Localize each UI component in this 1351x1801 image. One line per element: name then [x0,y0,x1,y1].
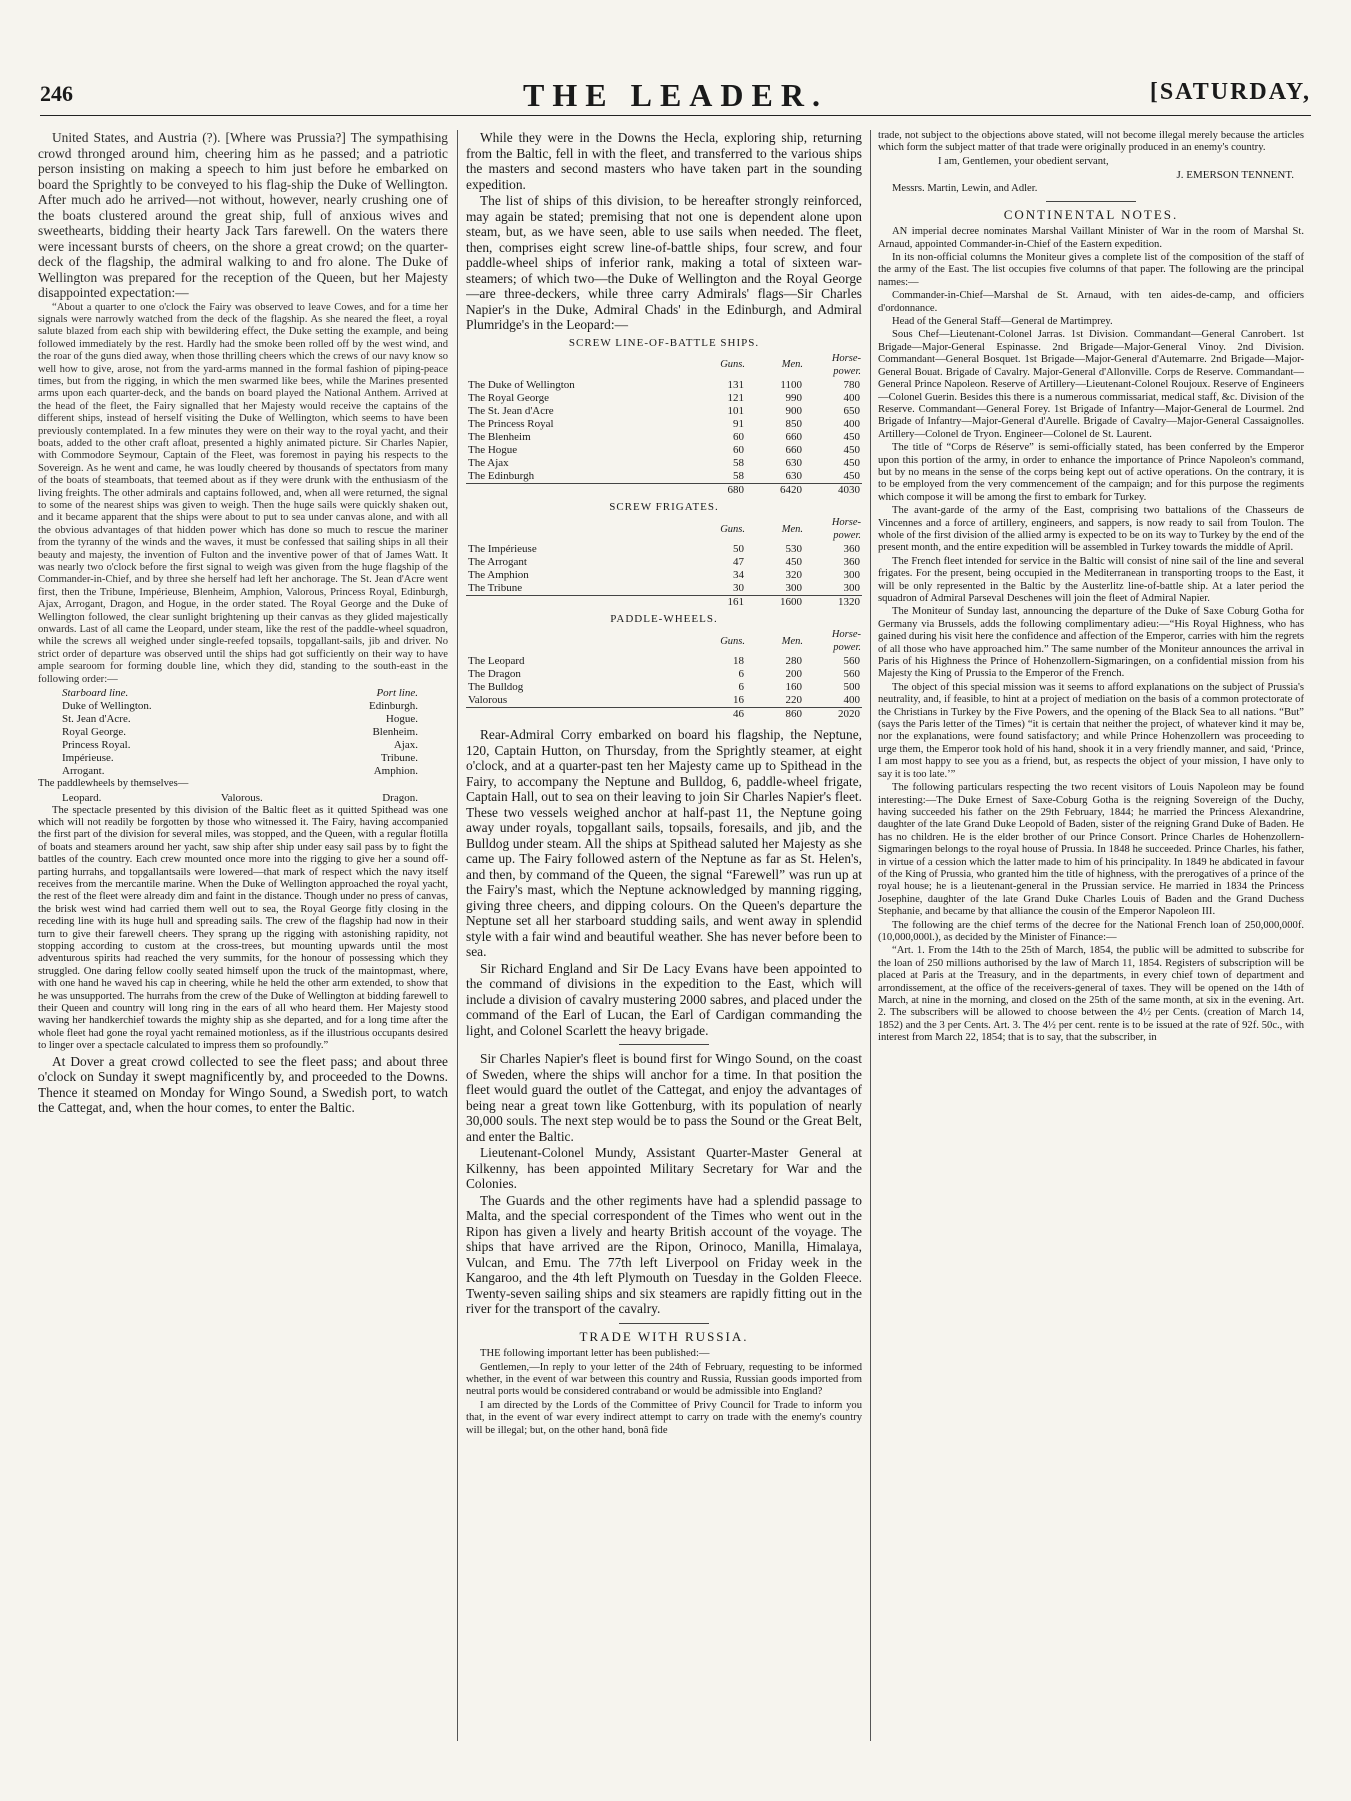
table-total-row [466,708,862,722]
masthead-day: [SATURDAY, [1149,79,1311,105]
paddle-table [466,627,862,721]
section-divider [1046,201,1136,202]
order-row [38,739,448,752]
cell: 660 [785,430,802,443]
cell: 360 [843,543,860,556]
cell: 161 [688,596,746,610]
section-divider [619,1323,709,1324]
order-head-starboard: Starboard line. [62,687,129,700]
paragraph: THE following important letter has been published:— [480,1348,710,1360]
table-title: SCREW FRIGATES. [609,500,719,513]
cell: 91 [733,417,744,430]
cell: 6420 [746,483,804,497]
column-rule [457,130,458,1741]
ship-name: The St. Jean d'Acre [468,404,554,417]
paragraph: The list of ships of this division, to be hereafter strongly reinforced, may again be stated; premising that not one is dependent alone upon steam, but, as we have seen, able to use sails when needed. The fleet, then, comprises eight screw line-of-battle ships, four screw, and four paddle-wheel ships of inferior rank, making a total of sixteen war-steamers; of which two—the Duke of Wellington and the Royal George—are three-deckers, while three carry Admirals' flags—Sir Charles Napier's in the Duke, Admiral Chads' in the Edinburgh, and Admiral Plumridge's in the Leopard:— [466,193,862,332]
paragraph: Rear-Admiral Corry embarked on board his flagship, the Neptune, 120, Captain Hutton, on Thursday, from the Sprightly steamer, at eight o'clock, and at a quarter-past ten her Majesty came up to Spithead in the Fairy, to accompany the Neptune and Bulldog, 6, paddle-wheel frigate, Captain Hall, out to sea on their leaving to join Sir Charles Napier's fleet. These two vessels weighed anchor at half-past 11, the Neptune going away under royals, topgallant sails, topsails, foresails, and jib, and the Bulldog under steam. All the ships at Spithead saluted her Majesty as she came up. The Fairy followed astern of the Neptune as far as St. Helen's, and then, by command of the Queen, the signal “Farewell” was run up at the Fairy's mast, which the Neptune acknowledged by manning rigging, giving three cheers, and dipping colours. On the Queen's departure the Neptune set all her starboard studding sails, and went away in splendid style with a fair wind and beautiful weather. She has never before been to sea. [466,727,862,960]
cell: 560 [843,655,860,668]
paragraph: Head of the General Staff—General de Martimprey. [892,316,1113,328]
paddle-item: Valorous. [220,791,263,804]
paragraph: The Moniteur of Sunday last, announcing the departure of the Duke of Saxe Coburg Gotha for Germany via Brussels, adds the following complimentary adieu:—“His Royal Highness, who has gained during his visit here the confidence and affection of the Emperor, carries with him the regrets of all those who have approached him.” The same number of the Moniteur announces the arrival in Paris of his Highness the Prince of Hohenzollern-Sigmaringen, on a confidential mission from his Majesty the King of Prussia to the Emperor of the French. [878,606,1304,680]
order-cell: St. Jean d'Acre. [62,713,131,726]
paragraph: trade, not subject to the objections above stated, will not become illegal merely because the articles which form the subject matter of that trade were originally produced in an enemy's country. [878,130,1304,154]
paragraph: AN imperial decree nominates Marshal Vaillant Minister of War in the room of Marshal St. Arnaud, appointed Commander-in-Chief of the Eastern expedition. [878,226,1304,250]
cell: 300 [843,582,860,595]
paddle-intro: The paddlewheels by themselves— [38,778,189,790]
column-three [878,130,1304,1761]
cell: 680 [688,483,746,497]
paragraph: The following particulars respecting the two recent visitors of Louis Napoleon may be found interesting:—The Duke Ernest of Saxe-Coburg Gotha is the reigning Sovereign of the Duchy, having succeeded his father on the 29th February, 1844; he married the Princess Alexandrine, daughter of the late Grand Duke Leopold of Baden, sister of the reigning Grand Duke of Baden. He has no children. He is the elder brother of our Prince Consort. Prince Charles de Hohenzollern-Sigmaringen belongs to the royal house of Prussia. In 1848 he succeeded. Prince Charles, his father, in virtue of a cession which the latter made to him of his principality. In 1849 he abdicated in favour of the King of Prussia, who granted him the title of highness, with the prerogatives of a prince of the royal house; he is a lieutenant-general in the Prussian service. He married in 1834 the Princess Josephine, daughter of the late Grand Duke Charles Louis of Baden and the Grand Duchess Stephanie, and became by that alliance the cousin of the Emperor Napoleon III. [878,782,1304,918]
table-row [466,582,862,596]
cell: 6 [738,681,744,694]
cell: 450 [843,430,860,443]
paddle-item: Leopard. [62,791,102,804]
frigates-table [466,515,862,609]
column-rule [870,130,871,1741]
table-total-row [466,483,862,497]
cell: 160 [785,681,802,694]
page-number: 246 [40,81,73,106]
quoted-paragraph: “About a quarter to one o'clock the Fairy was observed to leave Cowes, and for a time her signals were narrowly watched from the deck of the flagship. As she neared the fleet, a royal salute blazed from each ship with bewildering effect, the Duke setting the example, and being followed immediately by the rest. Hardly had the smoke been rolled off by the west wind, and the roar of the guns died away, when those thrilling cheers which the crews of our navy know so well how to give, arose, not from the yard-arms manned in the formal fashion of piping-peace times, but from the rigging, in which the men swarmed like bees, while the Marines presented arms upon each quarter-deck, and the bands on board played the National Anthem. Arrived at the head of the fleet, the Fairy signalled that her Majesty would receive the captains of the different ships, instead of herself visiting the Duke of Wellington, which seems to have been previously contemplated. In a few minutes they were on their way to the royal yacht, and their boats, added to the other craft afloat, presented a highly animated picture. Sir Charles Napier, with Commodore Seymour, Captain of the Fleet, was foremost in paying his respects to the Sovereign. As he went and came, he was loudly cheered by thousands of spectators from many of the boats of steamboats, that teemed about as if they were drunk with the enthusiasm of the living freights. The other admirals and captains followed, and, when all were returned, the signal to some of the nearest ships was given to weigh. Then the huge sails were quickly shaken out, and it became apparent that the ships were about to put to sea under canvas alone, and with all the obvious advantages of that hidden power which has done so much to rescue the mariner from the tyranny of the winds and the waves, it must be confessed that sailing ships in all their beauty and majesty, the invention of Fulton and the inventive power of that of James Watt. It was nearly two o'clock before the first signal to weigh was given from the huge flagship of the Commander-in-Chief, and by three she herself had left her anchorage. The St. Jean d'Acre went first, then the Tribune, Impérieuse, Blenheim, Amphion, Valorous, Princess Royal, Edinburgh, Ajax, Arrogant, Dragon, and Hogue, in the order stated. The Royal George and the Duke of Wellington followed, the clear sunlight brightening up their canvas as they glided majestically onwards. Last of all came the Leopard, under steam, like the rest of the paddle-wheel squadron, while the screws all weighed under single-reefed topsails, topgallant-sails, jib and driver. No strict order of departure was observed until the ships had got sufficiently on their way to have ample searoom for forming double line, which they did, standing to the south-east in the following order:— [38,301,448,685]
order-cell: Blenheim. [372,726,418,739]
cell: 860 [746,708,804,722]
decree-text: “Art. 1. From the 14th to the 25th of March, 1854, the public will be admitted to subscribe for the loan of 250 millions authorised by the law of March 11, 1854. Registers of subscription will be placed at Paris at the Treasury, and in the departments, in every chief town of department and arrondissement, at the office of the receivers-general of taxes. They will be opened on the 14th of March, at nine in the morning, and closed on the 25th of the same month, at six in the evening. Art. 2. The subscribers will be allowed to choose between the 4½ per Cents. (creation of March 14, 1852) and the 3 per Cents. Art. 3. The 4½ per cent. rente is to be issued at the rate of 92f. 50c., with interest from March 22, 1854; that is to say, that the subscriber, in [878,945,1304,1044]
table-row [466,405,862,418]
cell: 60 [733,430,744,443]
table-total-row [466,596,862,610]
cell: 121 [727,391,744,404]
order-row [38,700,448,713]
paragraph: United States, and Austria (?). [Where was Prussia?] The sympathising crowd thronged around him, cheering him as he passed; and a patriotic person insisting on making a speech to him just before he embarked on board the Sprightly to be conveyed to his flag-ship the Duke of Wellington. After much ado he arrived—not without, however, nearly crushing one of the boats clustered around the great ship, full of anxious wives and sweethearts, bidding their hearty Jack Tars farewell. On the waters there were incessant bursts of cheers, on the shore a great crowd; on the quarter-deck of the flagship, the admiral walking to and fro alone. The Duke of Wellington was prepared for the reception of the Queen, but her Majesty disappointed expectation:— [38,130,448,300]
paragraph: The French fleet intended for service in the Baltic will consist of nine sail of the line and several frigates. For the present, being occupied in the Mediterranean in transporting troops to the East, it will be only represented in the Baltic by the Austerlitz line-of-battle ship. At a later period the squadron of Admiral Parseval Deschenes will join the fleet of Admiral Napier. [878,555,1304,604]
table-header-row [466,351,862,379]
cell: 6 [738,668,744,681]
col-head: Guns. [720,523,745,535]
ship-name: Valorous [468,694,508,707]
paragraph: Sir Charles Napier's fleet is bound first for Wingo Sound, on the coast of Sweden, where the ships will anchor for a time. In that position the fleet would guard the outlet of the Cattegat, and enjoy the advantages of being near a great town like Gottenburg, with its population of nearly 30,000 souls. The next step would be to pass the Sound or the Great Belt, and enter the Baltic. [466,1051,862,1144]
cell: 58 [733,469,744,482]
table-row [466,655,862,668]
paragraph: In its non-official columns the Moniteur gives a complete list of the composition of the staff of the army of the East. The list occupies five columns of that paper. The following are the principal names:— [878,252,1304,288]
column-two [466,130,862,1761]
cell: 30 [733,582,744,595]
cell: 58 [733,456,744,469]
cell: 220 [785,694,802,707]
order-cell: Arrogant. [62,765,105,778]
letter-addressee: Messrs. Martin, Lewin, and Adler. [892,182,1038,194]
cell: 47 [733,556,744,569]
ship-name: The Hogue [468,443,518,456]
table-title: PADDLE-WHEELS. [610,613,718,626]
cell: 200 [785,668,802,681]
section-heading: TRADE WITH RUSSIA. [579,1328,749,1344]
cell: 530 [785,543,802,556]
paragraph: The Guards and the other regiments have had a splendid passage to Malta, and the special correspondent of the Times who went out in the Ripon has given a lively and hearty British account of the voyage. The ships that have arrived are the Ripon, Orinoco, Manilla, Himalaya, Vulcan, and Emu. The 77th left Liverpool on Friday week in the Kangaroo, and the 4th left Plymouth on Tuesday in the Golden Fleece. Twenty-seven sailing ships and six steamers are rapidly fitting out in the river for the transport of the cavalry. [466,1192,862,1317]
cell: 101 [727,404,744,417]
quoted-paragraph: The spectacle presented by this division of the Baltic fleet as it quitted Spithead was one which will not readily be forgotten by those who witnessed it. The Fairy, having accompanied the first part of the division for several miles, was stopped, and the Queen, with a regular flotilla of boats and steamers around her yacht, saw ship after ship under easy sail pass by to fight the battles of the country. Each crew mounted once more into the rigging to give her a sound off-parting hurrahs, and topgallantsails were lowered—that mark of respect which the navy itself receives from the mercantile marine. When the Duke of Wellington approached the royal yacht, the rest of the fleet were already dim and faint in the distance. Though under no press of canvas, the brisk west wind had carried them well out to sea, the Royal George fitly closing in the receding line with its huge hull and spreading sails. The crew of the flagship had now in their turn to give their farewell cheers. They sprang up the rigging with astonishing rapidity, not stopping according to custom at the cross-trees, but mounting upwards until the most adventurous spirits had reached the very summits, for the honour of possessing which they struggled. One daring fellow coolly seated himself upon the truck of the maintopmast, where, with one hand he waved his cap in cheering, while he held the other arm extended, to show that he was unsupported. The hurrahs from the crew of the Duke of Wellington at bidding farewell to their Queen and country will long ring in the ears of all who heard them. Her Majesty stood waving her handkerchief towards the mighty ship as she departed, and for a long time after the whole fleet had gone the royal yacht remained motionless, as if the illustrious occupants desired to linger over a spectacle calculated to impress them so profoundly.” [38,804,448,1052]
cell: 131 [727,378,744,391]
cell: 400 [843,391,860,404]
cell: 450 [843,456,860,469]
table-row [466,379,862,392]
cell: 2020 [804,708,862,722]
table-row [466,457,862,470]
cell: 900 [785,404,802,417]
cell: 990 [785,391,802,404]
ship-name: The Princess Royal [468,417,554,430]
paragraph: Gentlemen,—In reply to your letter of the 24th of February, requesting to be informed whether, in the event of war between this country and Russia, Russian goods imported from neutral ports would be considered contraband or would be admissible into England? [466,1361,862,1398]
cell: 660 [785,443,802,456]
table-title: SCREW LINE-OF-BATTLE SHIPS. [568,336,760,349]
paragraph: The object of this special mission was it seems to afford explanations on the subject of Prussia's neutrality, and, if feasible, to hint at a project of mediation on the basis of a common protectorate of the Christians in Turkey by the Five Powers, and the opening of the Black Sea to all nations. “But” (says the Paris letter of the Times) “it is certain that neither the project, of whatever kind it may be, nor the explanations, were found satisfactory; and while Prince Hohenzollern was proceeding to urge them, the Emperor took hold of his hand, shook it in a very friendly manner, and said, ‘Prince, I am most happy to see you as a friend, but, as respects the object of your mission, I have only to say it is too late.’” [878,681,1304,780]
paragraph: Lieutenant-Colonel Mundy, Assistant Quarter-Master General at Kilkenny, has been appointed Military Secretary for War and the Colonies. [466,1145,862,1192]
ship-name: The Tribune [468,582,523,595]
cell: 450 [843,469,860,482]
ships-table [466,351,862,497]
table-row [466,543,862,556]
order-cell: Edinburgh. [369,700,418,713]
cell: 300 [843,569,860,582]
cell: 1100 [780,378,802,391]
table-row [466,470,862,484]
ship-name: The Duke of Wellington [468,378,575,391]
table-row [466,418,862,431]
order-cell: Ajax. [393,739,418,752]
cell: 46 [688,708,746,722]
paragraph: Commander-in-Chief—Marshal de St. Arnaud, with ten aides-de-camp, and officiers d'ordonnance. [878,290,1304,314]
table-row [466,569,862,582]
order-cell: Royal George. [62,726,126,739]
ship-name: The Bulldog [468,681,524,694]
paddle-list [38,792,448,805]
col-head: Guns. [720,359,745,371]
cell: 450 [843,443,860,456]
cell: 50 [733,543,744,556]
order-cell: Duke of Wellington. [62,700,152,713]
order-cell: Tribune. [380,752,418,765]
ship-name: The Edinburgh [468,469,535,482]
col-head: Horse-power. [831,352,861,377]
col-head: Men. [781,359,803,371]
column-one [38,130,448,1761]
order-head-port: Port line. [376,687,418,700]
cell: 500 [843,681,860,694]
paragraph: Sous Chef—Lieutenant-Colonel Jarras. 1st Division. Commandant—General Canrobert. 1st Brigade—Major-General Espinasse. 2nd Brigade—Major-General Vinoy. 2nd Division. Commandant—General Bosquet. 1st Brigade—Major-General d'Autemarre. 2nd Brigade—Major-General Bouat. Brigade of Cavalry. Major-General d'Allonville. Corps de Reserve. Commandant—General Prince Napoleon. Reserve of Artillery—Lieutenant-Colonel Roujoux. Reserve of Engineers—Colonel Guerin. Besides this there is a numerous commissariat, medical staff, &c. Division of the Reserve. Commandant—General Forey. 1st Brigade of Infantry—Major-General de Lourmel. 2nd Brigade of Infantry—Major-General d'Aurelle. Brigade of Cavalry—Major-General Cassaignolles. Artillery—Colonel de Tryon. Engineer—Colonel de St. Laurent. [878,329,1304,440]
cell: 320 [785,569,802,582]
cell: 300 [785,582,802,595]
cell: 60 [733,443,744,456]
table-header-row [466,627,862,655]
letter-signature: J. EMERSON TENNENT. [1176,169,1294,182]
cell: 18 [733,655,744,668]
col-head: Horse-power. [831,629,861,654]
order-cell: Princess Royal. [62,739,131,752]
table-row [466,694,862,708]
cell: 560 [843,668,860,681]
col-head: Horse-power. [831,517,861,542]
order-row [38,752,448,765]
order-row [38,713,448,726]
col-head: Men. [781,523,803,535]
cell: 1600 [746,596,804,610]
paragraph: The avant-garde of the army of the East, comprising two battalions of the Chasseurs de Vincennes and a force of artillery, engineers, and sappers, is now ready to sail from Toulon. The whole of the first division of the allied army is expected to be on its way to Turkey by the end of the present month, and the entire expedition will be assembled in Turkey towards the middle of April. [878,505,1304,554]
cell: 780 [843,378,860,391]
order-row [38,765,448,778]
cell: 16 [733,694,744,707]
section-divider [619,1044,709,1045]
ship-name: The Leopard [468,655,525,668]
ship-name: The Arrogant [468,556,527,569]
order-cell: Impérieuse. [62,752,114,765]
ship-name: The Dragon [468,668,521,681]
cell: 400 [843,694,860,707]
ship-name: The Impérieuse [468,543,537,556]
table-row [466,681,862,694]
table-row [466,668,862,681]
paragraph: At Dover a great crowd collected to see the fleet pass; and about three o'clock on Sunday it swept magnificently by, and proceeded to the Downs. Thence it steamed on Monday for Wingo Sound, a Swedish port, to watch the Cattegat, and, when the hour comes, to enter the Baltic. [38,1053,448,1116]
col-head: Guns. [720,635,745,647]
cell: 850 [785,417,802,430]
paddle-item: Dragon. [382,791,418,804]
paragraph: The title of “Corps de Réserve” is semi-officially stated, has been conferred by the Emperor upon this portion of the army, in order to enhance the importance of Prince Napoleon's command, but by no means in the sense of the corps being kept out of active operations. On the contrary, it is to be employed from the very commencement of the campaign; and for this purpose the regiments which compose it will be among the first to embark for Turkey. [878,442,1304,503]
paragraph: While they were in the Downs the Hecla, exploring ship, returning from the Baltic, fell in with the fleet, and transferred to the various ships the masters and second masters who have taken part in the sounding expedition. [466,130,862,192]
cell: 630 [785,469,802,482]
cell: 450 [785,556,802,569]
masthead-title: THE LEADER. [523,77,828,113]
col-head: Men. [781,635,803,647]
order-row [38,726,448,739]
paragraph: I am directed by the Lords of the Committee of Privy Council for Trade to inform you that, in the event of war every indirect attempt to carry on trade with the enemy's country will be illegal; but, on the other hand, bonâ fide [466,1399,862,1436]
letter-closing: I am, Gentlemen, your obedient servant, [938,155,1109,167]
ship-name: The Blenheim [468,430,531,443]
cell: 630 [785,456,802,469]
cell: 280 [785,655,802,668]
section-heading: CONTINENTAL NOTES. [1003,206,1179,222]
cell: 360 [843,556,860,569]
cell: 4030 [804,483,862,497]
ship-name: The Ajax [468,456,509,469]
page-header [40,75,1311,116]
order-cell: Hogue. [385,713,418,726]
table-row [466,444,862,457]
table-header-row [466,515,862,543]
cell: 650 [843,404,860,417]
table-row [466,431,862,444]
order-header [38,687,448,700]
table-row [466,392,862,405]
paragraph: The following are the chief terms of the decree for the National French loan of 250,000,000f. (10,000,000l.), as decided by the Minister of Finance:— [878,919,1304,943]
ship-name: The Amphion [468,569,529,582]
cell: 34 [733,569,744,582]
order-cell: Amphion. [373,765,418,778]
paragraph: Sir Richard England and Sir De Lacy Evans have been appointed to the command of divisions in the expedition to the East, which will include a division of cavalry mustering 2000 sabres, and placed under the command of the Earl of Lucan, the Earl of Cardigan commanding the light, and Colonel Scarlett the heavy brigade. [466,960,862,1038]
table-row [466,556,862,569]
ship-name: The Royal George [468,391,550,404]
cell: 400 [843,417,860,430]
cell: 1320 [804,596,862,610]
